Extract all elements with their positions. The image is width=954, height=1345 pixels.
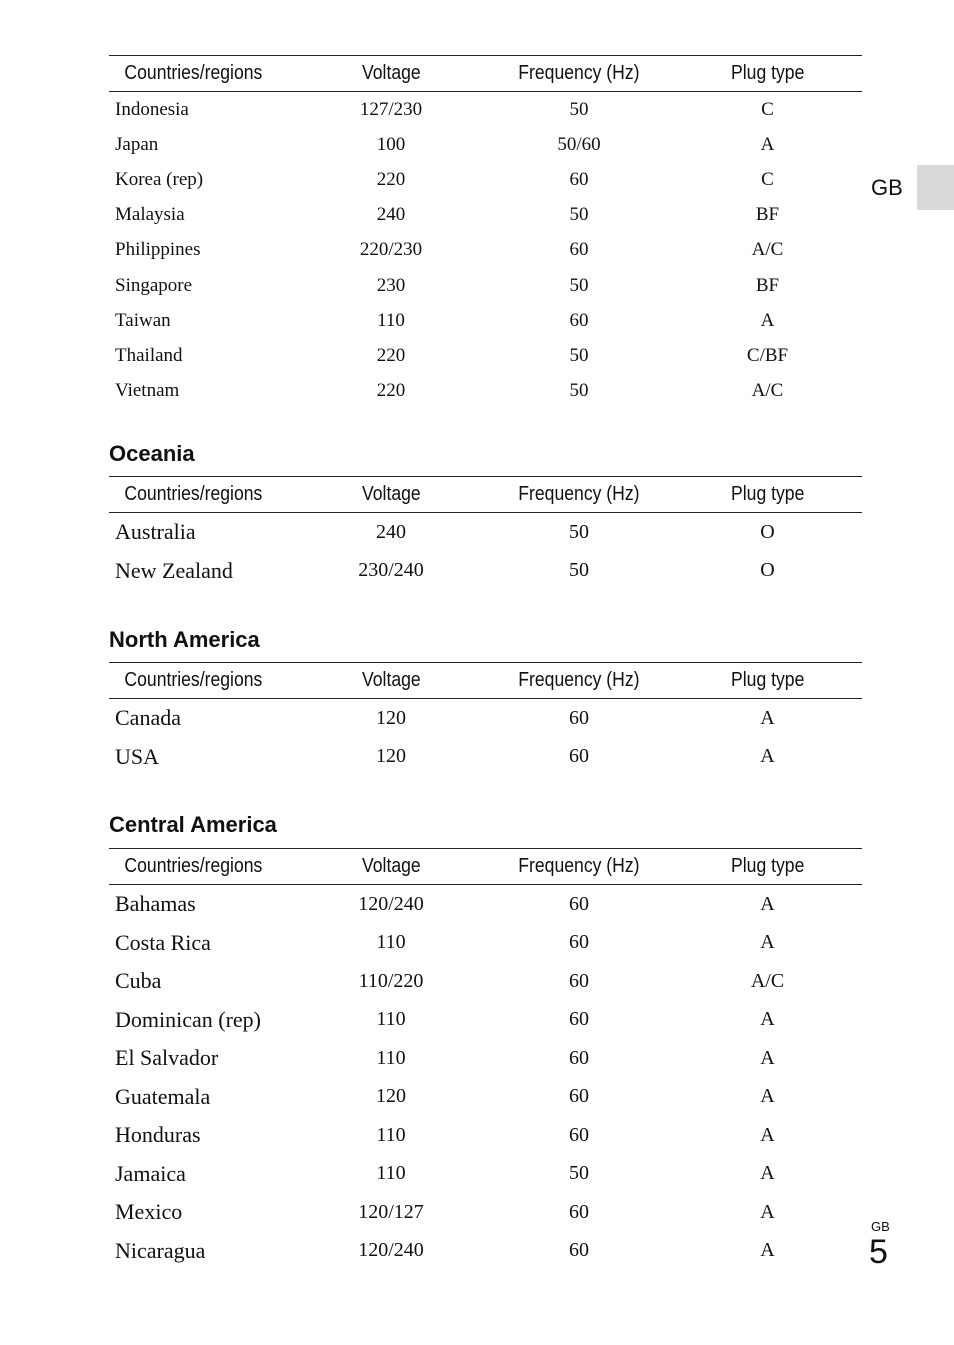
footer-lang: GB <box>871 1219 890 1234</box>
header-voltage: Voltage <box>297 849 485 885</box>
header-voltage: Voltage <box>297 477 485 513</box>
table-row: Taiwan 110 60 A <box>115 309 775 331</box>
table-row: Malaysia 240 50 BF <box>115 204 780 226</box>
header-countries: Countries/regions <box>109 849 297 885</box>
table-row: El Salvador 110 60 A <box>115 1045 775 1071</box>
table-row: Vietnam 220 50 A/C <box>115 380 784 402</box>
header-frequency: Frequency (Hz) <box>485 477 673 513</box>
header-plug-type: Plug type <box>673 663 862 699</box>
table-row: New Zealand 230/240 50 O <box>115 557 775 583</box>
table-row: Australia 240 50 O <box>115 519 775 545</box>
header-frequency: Frequency (Hz) <box>485 663 673 699</box>
table-row: Bahamas 120/240 60 A <box>115 891 775 917</box>
table-row: Japan 100 50/60 A <box>115 133 775 155</box>
table-row: Thailand 220 50 C/BF <box>115 344 789 366</box>
table-row: Canada 120 60 A <box>115 705 775 731</box>
header-frequency: Frequency (Hz) <box>485 56 673 92</box>
section-title-central-america: Central America <box>109 812 277 837</box>
table-row: Honduras 110 60 A <box>115 1122 775 1148</box>
table-body <box>109 92 862 409</box>
table-row: Jamaica 110 50 A <box>115 1160 775 1186</box>
table-row: Costa Rica 110 60 A <box>115 929 775 955</box>
page-number: 5 <box>869 1233 888 1271</box>
section-tab-marker <box>917 165 954 210</box>
header-plug-type: Plug type <box>673 477 862 513</box>
table-asia-continued <box>109 55 862 409</box>
table-row: Nicaragua 120/240 60 A <box>115 1237 775 1263</box>
header-plug-type: Plug type <box>673 56 862 92</box>
table-oceania <box>109 476 862 590</box>
table-row: Indonesia 127/230 50 C <box>115 98 774 120</box>
table-north-america <box>109 662 862 776</box>
header-plug-type: Plug type <box>673 849 862 885</box>
table-header-row <box>109 56 862 92</box>
side-tab-label: GB <box>871 175 903 200</box>
table-header-row <box>109 849 862 885</box>
table-header-row <box>109 663 862 699</box>
table-central-america <box>109 848 862 1270</box>
header-voltage: Voltage <box>297 663 485 699</box>
header-countries: Countries/regions <box>109 477 297 513</box>
table-row: Singapore 230 50 BF <box>115 274 780 296</box>
table-row: Philippines 220/230 60 A/C <box>115 239 784 261</box>
header-countries: Countries/regions <box>109 663 297 699</box>
table-row: Dominican (rep) 110 60 A <box>115 1006 775 1032</box>
section-title-oceania: Oceania <box>109 441 195 466</box>
table-body <box>109 885 862 1271</box>
table-row: Cuba 110/220 60 A/C <box>115 968 785 994</box>
table-row: Korea (rep) 220 60 C <box>115 168 774 190</box>
header-voltage: Voltage <box>297 56 485 92</box>
section-title-north-america: North America <box>109 627 260 652</box>
header-frequency: Frequency (Hz) <box>485 849 673 885</box>
table-row: Guatemala 120 60 A <box>115 1083 775 1109</box>
header-countries: Countries/regions <box>109 56 297 92</box>
table-row: Mexico 120/127 60 A <box>115 1199 775 1225</box>
table-body <box>109 699 862 777</box>
table-header-row <box>109 477 862 513</box>
table-row: USA 120 60 A <box>115 743 775 769</box>
table-body <box>109 513 862 591</box>
